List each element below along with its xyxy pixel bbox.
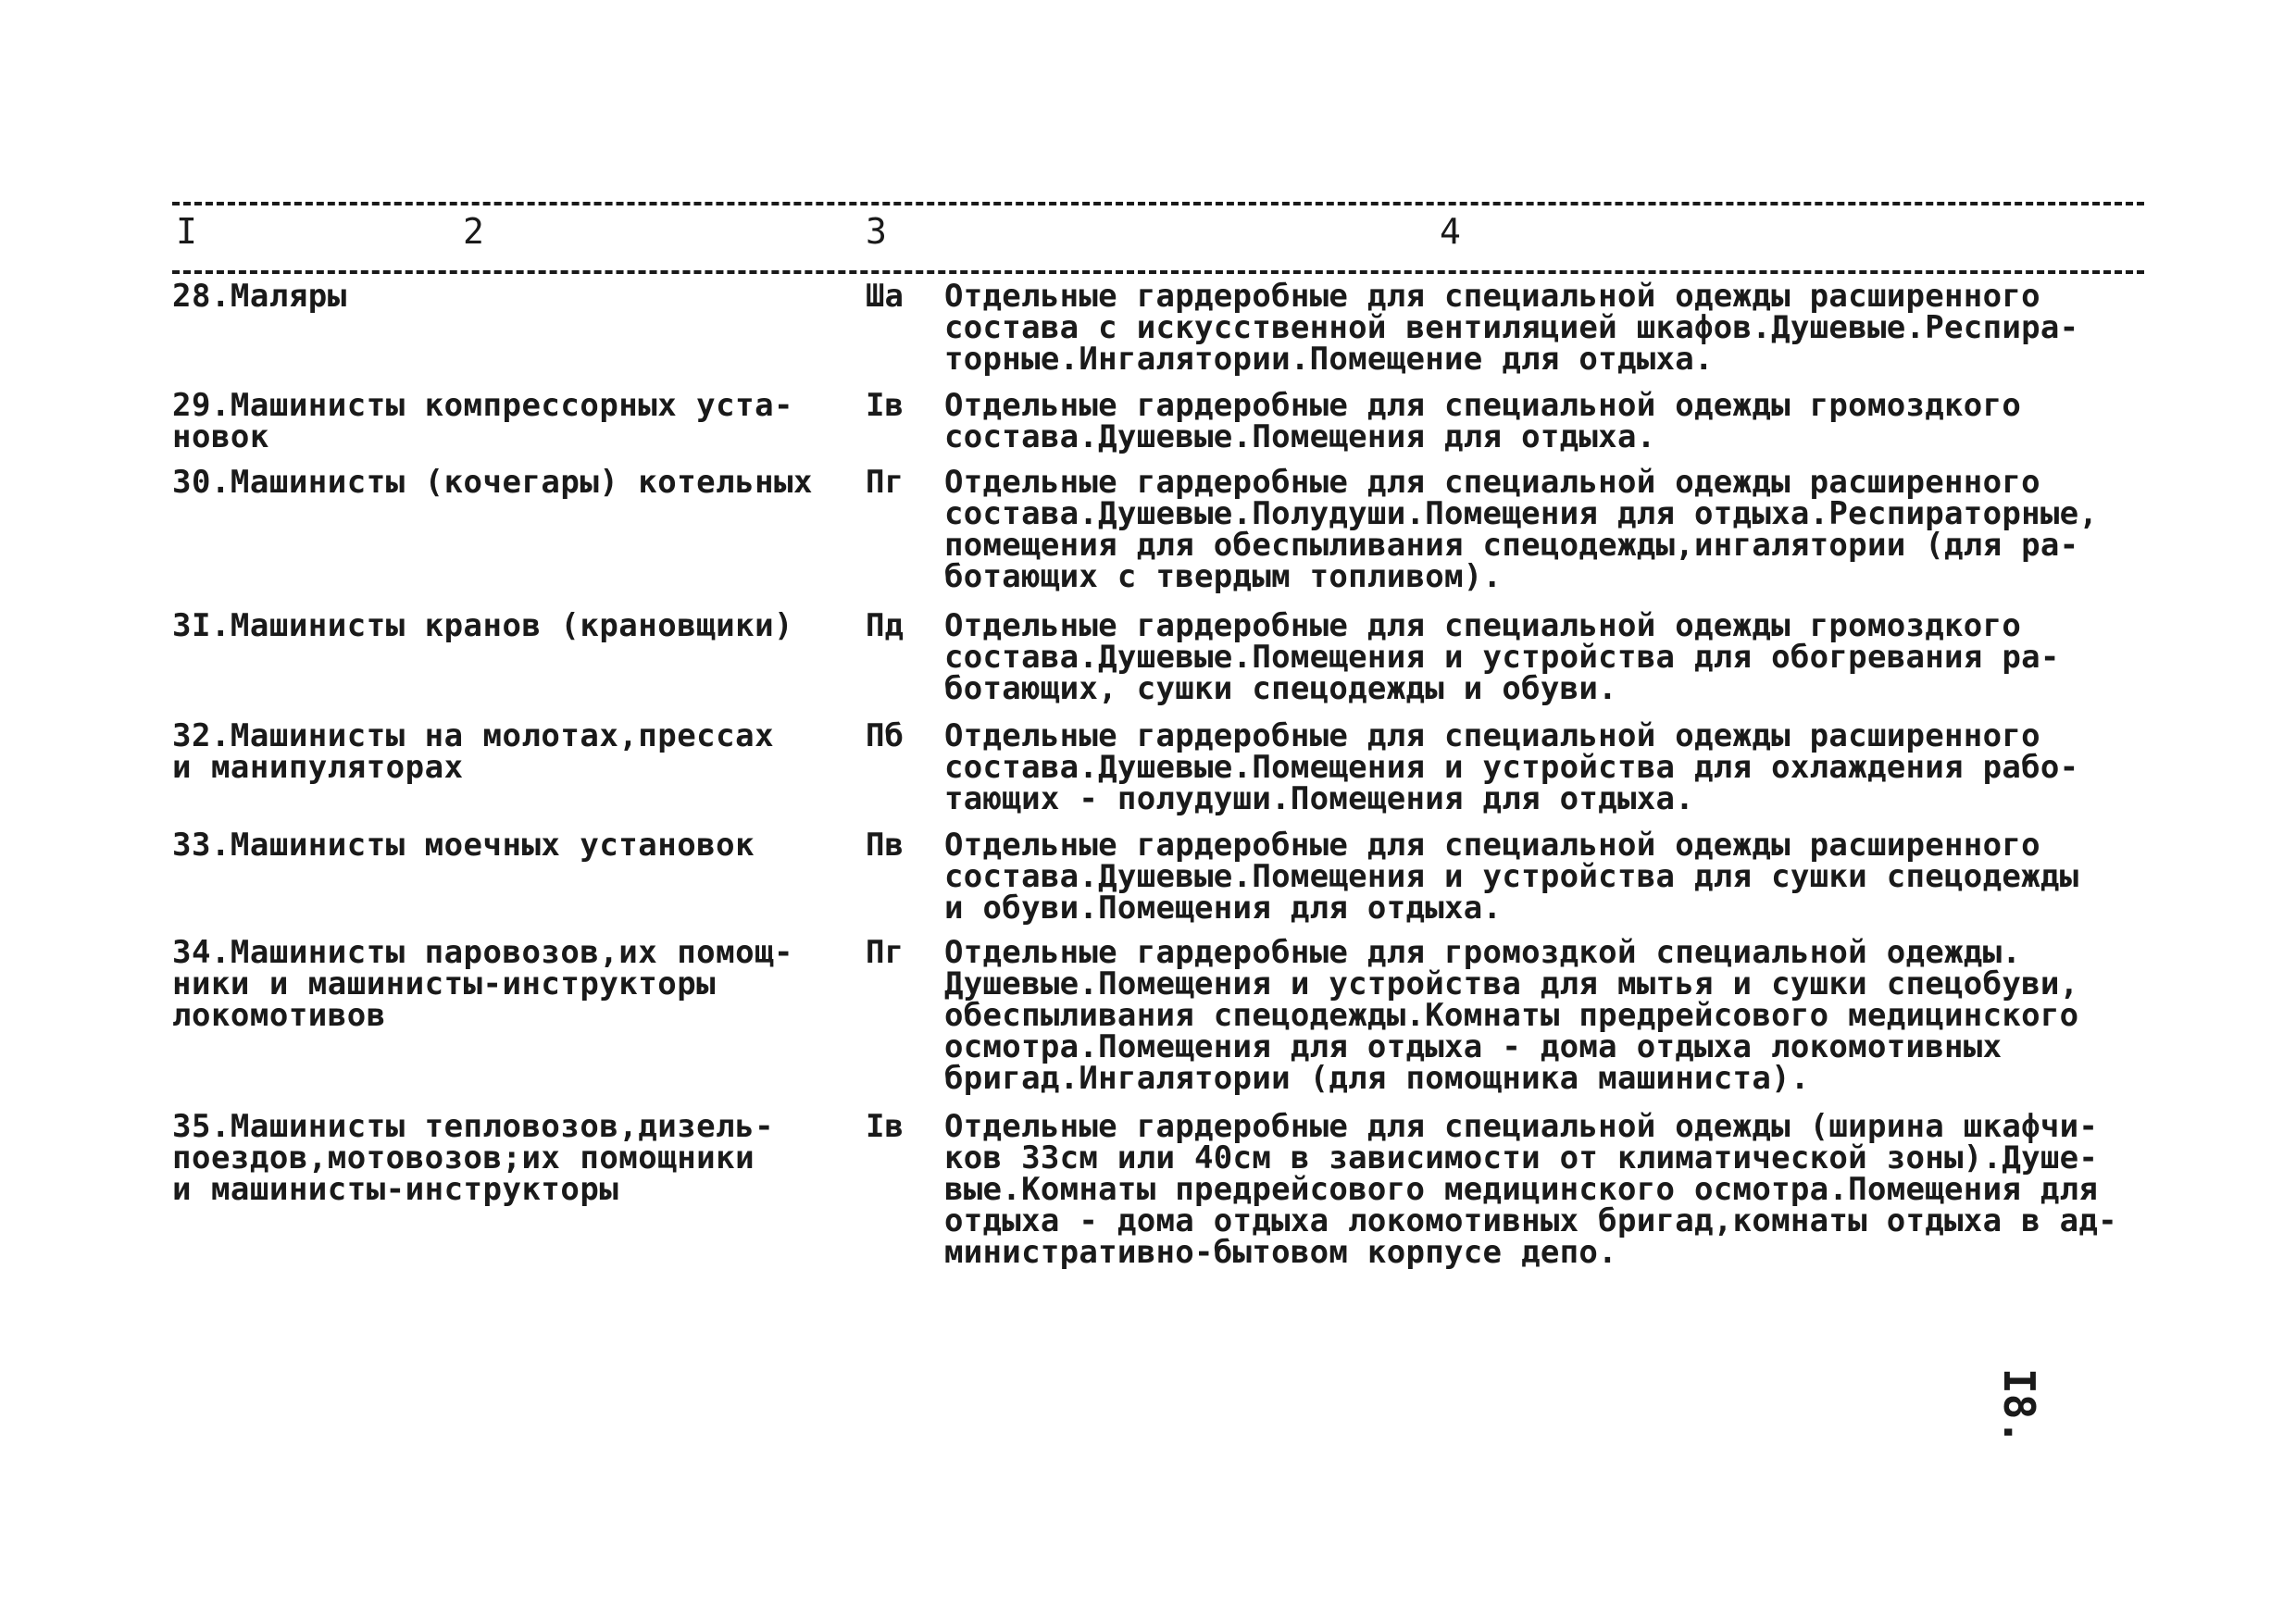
facilities-description: Отдельные гардеробные для специальной одежды громоздкого состава.Душевые.Помещения для отдыха. — [944, 387, 2022, 455]
facilities-description: Отдельные гардеробные для специальной одежды расширенного состава.Душевые.Полудуши.Помещения для отдыха.Респираторные, помещения для обеспыливания спецодежды,ингалятории (для ра- ботающих с твердым топливом). — [944, 464, 2099, 595]
facilities-description: Отдельные гардеробные для специальной одежды расширенного состава с искусственной вентиляцией шкафов.Душевые.Респира- торные.Ингалятории.Помещение для отдыха. — [944, 278, 2079, 378]
sanitary-group: Пг — [866, 934, 904, 971]
column-header-1: I — [176, 211, 197, 252]
facilities-description: Отдельные гардеробные для специальной одежды громоздкого состава.Душевые.Помещения и устройства для обогревания ра- ботающих, сушки спецодежды и обуви. — [944, 607, 2060, 707]
occupation-name: 33.Машинисты моечных установок — [172, 827, 755, 864]
occupation-name: 29.Машинисты компрессорных уста- новок — [172, 387, 794, 455]
table-top-rule — [172, 202, 2144, 205]
facilities-description: Отдельные гардеробные для специальной одежды (ширина шкафчи- ков 33см или 40см в зависимости от климатической зоны).Душе- вые.Комнаты предрейсового медицинского осмотра.Помещения для отдыха - дома отдыха локомотивных бригад,комнаты отдыха в ад- министративно-бытовом корпусе депо. — [944, 1108, 2117, 1271]
sanitary-group: Ша — [866, 278, 904, 315]
sanitary-group: Пд — [866, 607, 904, 644]
sanitary-group: Пб — [866, 717, 904, 754]
occupation-name: 3I.Машинисты кранов (крановщики) — [172, 607, 794, 644]
occupation-name: 28.Маляры — [172, 278, 347, 315]
facilities-description: Отдельные гардеробные для специальной одежды расширенного состава.Душевые.Помещения и устройства для сушки спецодежды и обуви.Помещения для отдыха. — [944, 827, 2079, 927]
page-number: I8. — [1994, 1368, 2044, 1446]
occupation-name: 34.Машинисты паровозов,их помощ- ники и машинисты-инструкторы локомотивов — [172, 934, 794, 1034]
sanitary-group: Пв — [866, 827, 904, 864]
occupation-name: 30.Машинисты (кочегары) котельных — [172, 464, 814, 501]
sanitary-group: Iв — [866, 387, 904, 424]
facilities-description: Отдельные гардеробные для громоздкой специальной одежды. Душевые.Помещения и устройства для мытья и сушки спецобуви, обеспыливания спецодежды.Комнаты предрейсового медицинского осмотра.Помещения для отдыха - дома отдыха локомотивных бригад.Ингалятории (для помощника машиниста). — [944, 934, 2079, 1097]
facilities-description: Отдельные гардеробные для специальной одежды расширенного состава.Душевые.Помещения и устройства для охлаждения рабо- тающих - полудуши.Помещения для отдыха. — [944, 717, 2079, 817]
occupation-name: 35.Машинисты тепловозов,дизель- поездов,мотовозов;их помощники и машинисты-инструкторы — [172, 1108, 775, 1208]
table-header-rule — [172, 270, 2144, 274]
occupation-name: 32.Машинисты на молотах,прессах и манипуляторах — [172, 717, 775, 786]
sanitary-group: Iв — [866, 1108, 904, 1145]
column-header-2: 2 — [463, 211, 484, 252]
column-header-3: 3 — [866, 211, 887, 252]
sanitary-group: Пг — [866, 464, 904, 501]
column-header-4: 4 — [1440, 211, 1461, 252]
